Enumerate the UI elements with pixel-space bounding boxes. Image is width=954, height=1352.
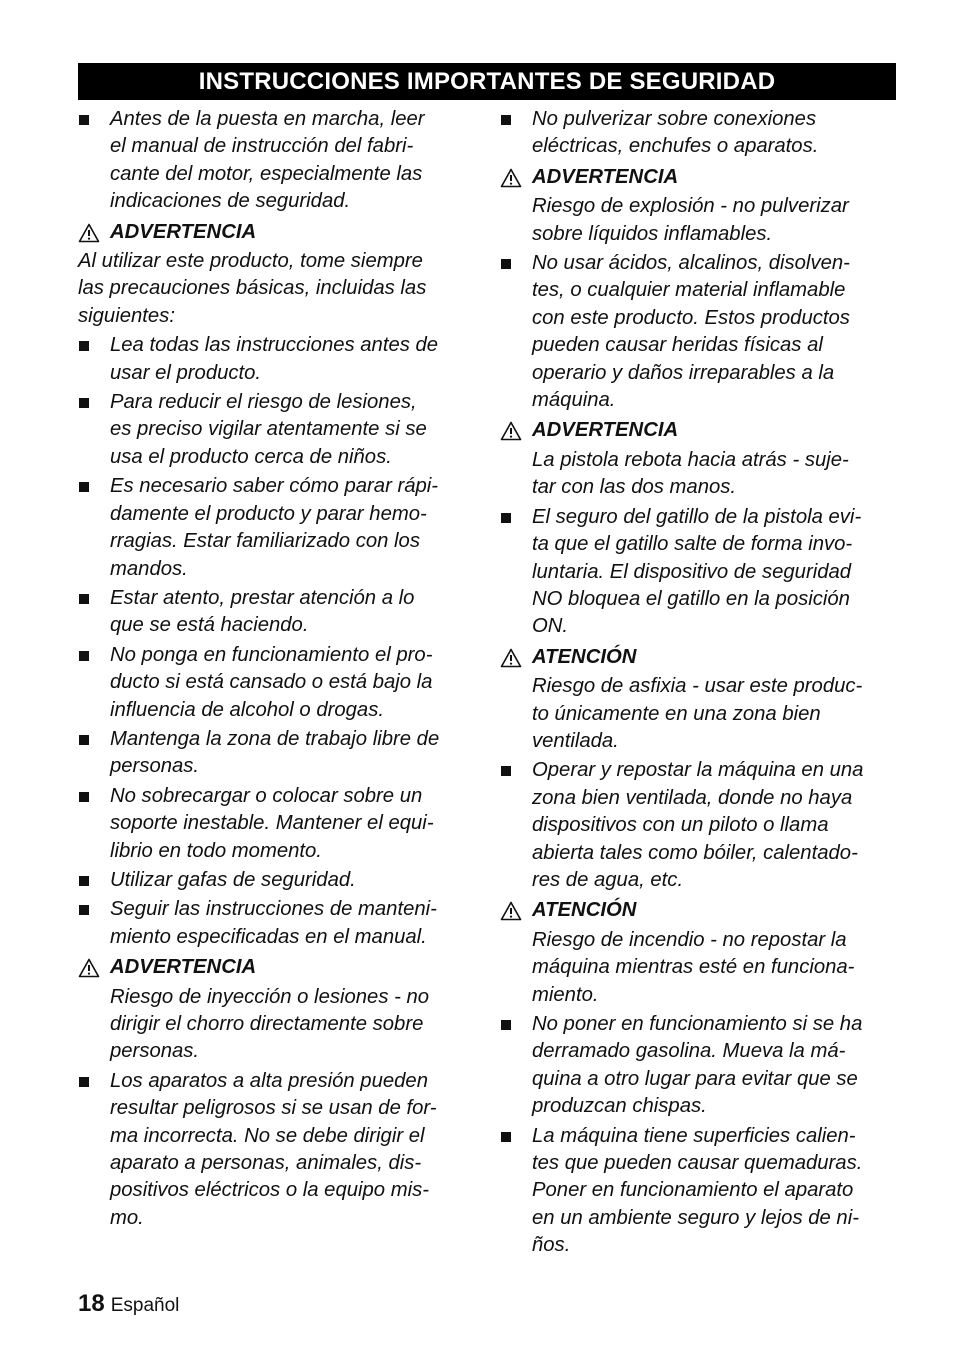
bullet-item [500,1123,900,1260]
text-line: miento especificadas en el manual. [110,925,427,948]
bullet-item [500,504,900,641]
text-line: tes, o cualquier material inflamable [532,279,846,302]
text-line: operario y daños irreparables a la [532,361,835,384]
text-line: abierta tales como bóiler, calentado- [532,841,858,864]
paragraph [78,984,478,1066]
text-line: Riesgo de explosión - no pulverizar [532,195,849,218]
text-line: zona bien ventilada, donde no haya [532,786,853,809]
left-column [78,106,478,1234]
text-line: El seguro del gatillo de la pistola evi- [532,505,862,528]
text-line: produzcan chispas. [532,1095,707,1118]
right-column [500,106,900,1262]
paragraph [500,927,900,1009]
paragraph [500,193,900,248]
warning-label: ATENCIÓN [532,899,637,922]
text-line: máquina mientras esté en funciona- [532,956,855,979]
square-bullet-icon [501,513,511,523]
text-line: aparato a personas, animales, dis- [110,1152,422,1175]
text-line: derramado gasolina. Mueva la má- [532,1040,846,1063]
bullet-item [78,783,478,865]
bullet-item [78,473,478,583]
text-line: influencia de alcohol o drogas. [110,698,384,721]
warning-triangle-icon [500,648,522,668]
text-line: NO bloquea el gatillo en la posición [532,587,850,610]
square-bullet-icon [79,905,89,915]
bullet-item [500,250,900,414]
bullet-item [78,867,478,894]
text-line: el manual de instrucción del fabri- [110,135,414,158]
text-line: en un ambiente seguro y lejos de ni- [532,1206,859,1229]
text-line: Riesgo de asfixia - usar este produc- [532,675,863,698]
text-line: ventilada. [532,729,619,752]
text-line: res de agua, etc. [532,868,684,891]
warning-heading [500,164,900,191]
text-line: las precauciones básicas, incluidas las [78,277,427,300]
text-line: usa el producto cerca de niños. [110,445,392,468]
warning-label: ATENCIÓN [532,645,637,668]
bullet-item [500,757,900,894]
text-line: ducto si está cansado o está bajo la [110,671,433,694]
bullet-item [78,642,478,724]
text-line: No ponga en funcionamiento el pro- [110,643,433,666]
text-line: Operar y repostar la máquina en una [532,759,864,782]
square-bullet-icon [79,735,89,745]
square-bullet-icon [79,594,89,604]
text-line: indicaciones de seguridad. [110,190,351,213]
text-line: La máquina tiene superficies calien- [532,1124,856,1147]
warning-heading [78,219,478,246]
paragraph [500,447,900,502]
text-line: ta que el gatillo salte de forma invo- [532,533,853,556]
section-title: INSTRUCCIONES IMPORTANTES DE SEGURIDAD [78,63,896,100]
text-line: No usar ácidos, alcalinos, disolven- [532,252,850,275]
square-bullet-icon [501,1020,511,1030]
text-line: sobre líquidos inflamables. [532,222,773,245]
square-bullet-icon [79,115,89,125]
square-bullet-icon [79,398,89,408]
warning-triangle-icon [500,168,522,188]
square-bullet-icon [79,651,89,661]
square-bullet-icon [501,766,511,776]
text-line: Es necesario saber cómo parar rápi- [110,475,439,498]
square-bullet-icon [501,115,511,125]
bullet-item [78,1068,478,1232]
text-line: damente el producto y parar hemo- [110,502,427,525]
square-bullet-icon [79,341,89,351]
square-bullet-icon [79,876,89,886]
text-line: Lea todas las instrucciones antes de [110,334,439,357]
square-bullet-icon [79,1077,89,1087]
text-line: quina a otro lugar para evitar que se [532,1067,858,1090]
text-line: usar el producto. [110,361,262,384]
text-line: soporte inestable. Mantener el equi- [110,812,434,835]
text-line: es preciso vigilar atentamente si se [110,418,427,441]
bullet-item [78,106,478,216]
text-line: miento. [532,983,599,1006]
paragraph [78,248,478,330]
text-line: positivos eléctricos o la equipo mis- [110,1179,430,1202]
text-line: No pulverizar sobre conexiones [532,108,817,130]
text-line: to únicamente en una zona bien [532,702,821,725]
paragraph [500,673,900,755]
text-line: mandos. [110,557,188,580]
text-line: Para reducir el riesgo de lesiones, [110,391,417,414]
warning-label: ADVERTENCIA [532,165,679,188]
text-line: pueden causar heridas físicas al [532,334,823,357]
text-line: máquina. [532,389,616,412]
text-line: con este producto. Estos productos [532,306,850,329]
text-line: Seguir las instrucciones de manteni- [110,898,437,921]
text-line: mo. [110,1206,144,1229]
bullet-item [500,106,900,161]
text-line: Utilizar gafas de seguridad. [110,868,356,891]
page-footer [78,1290,179,1318]
text-line: personas. [110,1040,200,1063]
bullet-item [78,332,478,387]
text-line: Poner en funcionamiento el aparato [532,1179,854,1202]
warning-label: ADVERTENCIA [532,419,679,442]
warning-label: ADVERTENCIA [110,956,257,979]
page-number: 18 [78,1290,105,1317]
warning-triangle-icon [78,958,100,978]
text-line: Mantenga la zona de trabajo libre de [110,727,440,750]
bullet-item [78,389,478,471]
text-line: Antes de la puesta en marcha, leer [110,108,425,130]
text-line: No sobrecargar o colocar sobre un [110,784,423,807]
bullet-item [500,1011,900,1121]
text-line: rragias. Estar familiarizado con los [110,530,420,553]
text-line: Estar atento, prestar atención a lo [110,586,415,609]
text-line: siguientes: [78,304,175,327]
text-line: resultar peligrosos si se usan de for- [110,1097,437,1120]
square-bullet-icon [501,1132,511,1142]
warning-heading [500,417,900,444]
text-line: La pistola rebota hacia atrás - suje- [532,448,849,471]
text-line: No poner en funcionamiento si se ha [532,1013,863,1035]
text-line: tar con las dos manos. [532,476,737,499]
bullet-item [78,896,478,951]
text-line: que se está haciendo. [110,614,309,637]
warning-heading [500,644,900,671]
warning-triangle-icon [78,223,100,243]
text-line: Los aparatos a alta presión pueden [110,1069,428,1092]
text-line: eléctricas, enchufes o aparatos. [532,135,819,158]
text-line: Riesgo de incendio - no repostar la [532,928,847,951]
warning-triangle-icon [500,421,522,441]
bullet-item [78,726,478,781]
square-bullet-icon [79,792,89,802]
warning-heading [500,897,900,924]
text-line: ON. [532,615,569,638]
warning-triangle-icon [500,901,522,921]
footer-language: Español [110,1295,180,1316]
text-line: librio en todo momento. [110,839,322,862]
warning-label: ADVERTENCIA [110,220,257,243]
text-line: ños. [532,1234,571,1257]
text-line: Riesgo de inyección o lesiones - no [110,985,430,1008]
bullet-item [78,585,478,640]
text-line: ma incorrecta. No se debe dirigir el [110,1124,425,1147]
text-line: cante del motor, especialmente las [110,162,423,185]
square-bullet-icon [79,482,89,492]
text-line: Al utilizar este producto, tome siempre [78,250,423,273]
text-line: personas. [110,755,200,778]
text-line: tes que pueden causar quemaduras. [532,1152,863,1175]
warning-heading [78,954,478,981]
text-line: dirigir el chorro directamente sobre [110,1013,424,1035]
text-line: dispositivos con un piloto o llama [532,814,829,837]
text-line: luntaria. El dispositivo de seguridad [532,560,852,583]
square-bullet-icon [501,259,511,269]
